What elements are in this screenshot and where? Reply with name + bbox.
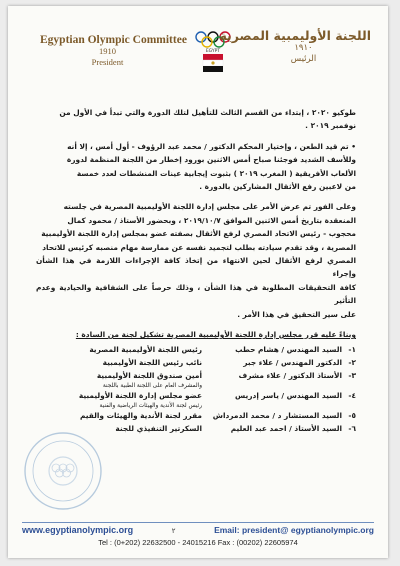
footer-website-link[interactable]: www.egyptianolympic.org [22, 525, 134, 535]
text-line: الألعاب الأفريقية ( المغرب ٢٠١٩ ) بثبوت إيجابية عينات المنشطات لعدد خمسة [76, 168, 356, 178]
text-line: المصري لرفع الأثقال لحين الانتهاء من إتخاذ كافة الإجراءات اللازمة في هذا الشأن وإجراء [36, 256, 356, 279]
member-role-note: رئيس لجنة الأندية والهيئات الرياضية والفنية [99, 402, 202, 409]
member-role: رئيس اللجنة الأوليمبية المصرية [89, 344, 202, 354]
letter-page [8, 6, 388, 558]
text-line: طوكيو ٢٠٢٠ ، إبتداء من القسم الثالث للتأهيل لتلك الدورة والتي تبدأ في الأول من [59, 108, 356, 117]
member-number: ٤- [348, 390, 356, 400]
member-name: السيد المهندس / ياسر إدريس [235, 390, 342, 400]
member-role-wrap [36, 357, 202, 369]
member-number: ٣- [348, 370, 356, 380]
text-line: وللأسف الشديد فوجئنا صباح أمس الاثنين بورود إخطار من اللجنة المنظمة لدورة [66, 155, 356, 165]
member-role: نائب رئيس اللجنة الأوليمبية [102, 357, 202, 367]
member-name: الأستاذ الدكتور / علاء مشرف [238, 370, 342, 380]
header-ar-year: ١٩١٠ [294, 43, 313, 53]
text-line: كافة التحقيقات المطلوبة في هذا الشأن ، وذلك حرصاً على الشفافية والحيادية وعدم التأثير [36, 282, 356, 306]
letter-footer [22, 522, 374, 547]
member-number: ٦- [348, 423, 356, 433]
text-line: المنعقدة بتاريخ أمس الاثنين الموافق ٢٠١٩/١٠/٧ ، وبحضور الأستاذ / محمود كمال [67, 215, 356, 225]
member-role: عضو مجلس إدارة اللجنة الأوليمبية [78, 390, 202, 400]
header-ar-role: الرئيس [290, 54, 317, 64]
member-role-wrap [36, 390, 202, 410]
member-number: ٢- [348, 357, 356, 367]
member-role: أمين صندوق اللجنة الأوليمبية [96, 370, 202, 380]
member-number: ٥- [348, 410, 356, 420]
paragraph-2 [36, 140, 356, 194]
text-line: على سير التحقيق في هذا الأمر . [237, 309, 356, 319]
member-name: الدكتور المهندس / علاء جبر [243, 357, 342, 367]
committee-list-title: وبناءً عليه قرر مجلس إدارة اللجنة الأوليمبية المصرية تشكيل لجنة من السادة : [75, 330, 356, 340]
paragraph-3 [36, 200, 356, 321]
committee-member [36, 344, 356, 357]
text-line: محجوب - رئيس الاتحاد المصري لرفع الأثقال بصفته عضو بمجلس إدارة اللجنة الأوليمبية [41, 229, 356, 239]
header-en-org: Egyptian Olympic Committee [40, 34, 187, 46]
footer-row-contacts [22, 525, 374, 535]
member-role-wrap [36, 344, 202, 356]
member-role: السكرتير التنفيذي للجنة [115, 423, 202, 433]
member-role-note: والمشرف العام على اللجنة الطبية باللجنة [102, 382, 202, 389]
committee-member [36, 410, 356, 423]
committee-member [36, 357, 356, 370]
text-line: من لاعبين رفع الأثقال المشاركين بالدورة . [199, 182, 356, 192]
letter-body [36, 106, 356, 436]
page-number: ٢ [171, 528, 176, 535]
committee-member [36, 390, 356, 410]
member-role: مقرر لجنة الأندية والهيئات والقيم [79, 410, 202, 420]
header-english [40, 34, 187, 68]
header-en-year: 1910 [99, 46, 116, 56]
text-line: وعلى الفور تم عرض الأمر على مجلس إدارة اللجنة الأوليمبية المصرية في جلسته [63, 202, 356, 212]
official-stamp-icon [22, 430, 104, 512]
footer-email-link[interactable]: Email: president@ egyptianolympic.org [214, 525, 374, 535]
text-line: المصرية ، وقد تقدم سيادته بطلب لتجميد نفسه عن ممارسة مهام منصبه كرئيس للاتحاد [42, 242, 356, 252]
member-role-wrap [36, 370, 202, 390]
emblem-label: EGYPT [205, 49, 221, 54]
committee-member [36, 370, 356, 390]
text-line: نوفمبر ٢٠١٩ . [305, 121, 356, 131]
header-ar-org: اللجنة الأوليمبية المصرية [219, 28, 371, 43]
text-line: • تم قيد الطعن ، وإختيار المحكم الدكتور / محمد عبد الرؤوف - أول أمس ، إلا أنه [67, 141, 356, 151]
member-role-wrap [36, 410, 202, 422]
member-number: ١- [348, 344, 356, 354]
footer-phone-fax: Tel : (0+202) 22632500 - 24015216 Fax : (00202) 22605974 [98, 538, 298, 547]
member-name: السيد الأستاذ / احمد عبد العليم [230, 423, 342, 433]
header-arabic [219, 28, 371, 65]
paragraph-1 [36, 106, 356, 133]
header-en-role: President [91, 57, 124, 67]
member-name: السيد المهندس / هشام حطب [235, 344, 342, 354]
member-name: السيد المستشار د / محمد الدمرداش [212, 410, 342, 420]
